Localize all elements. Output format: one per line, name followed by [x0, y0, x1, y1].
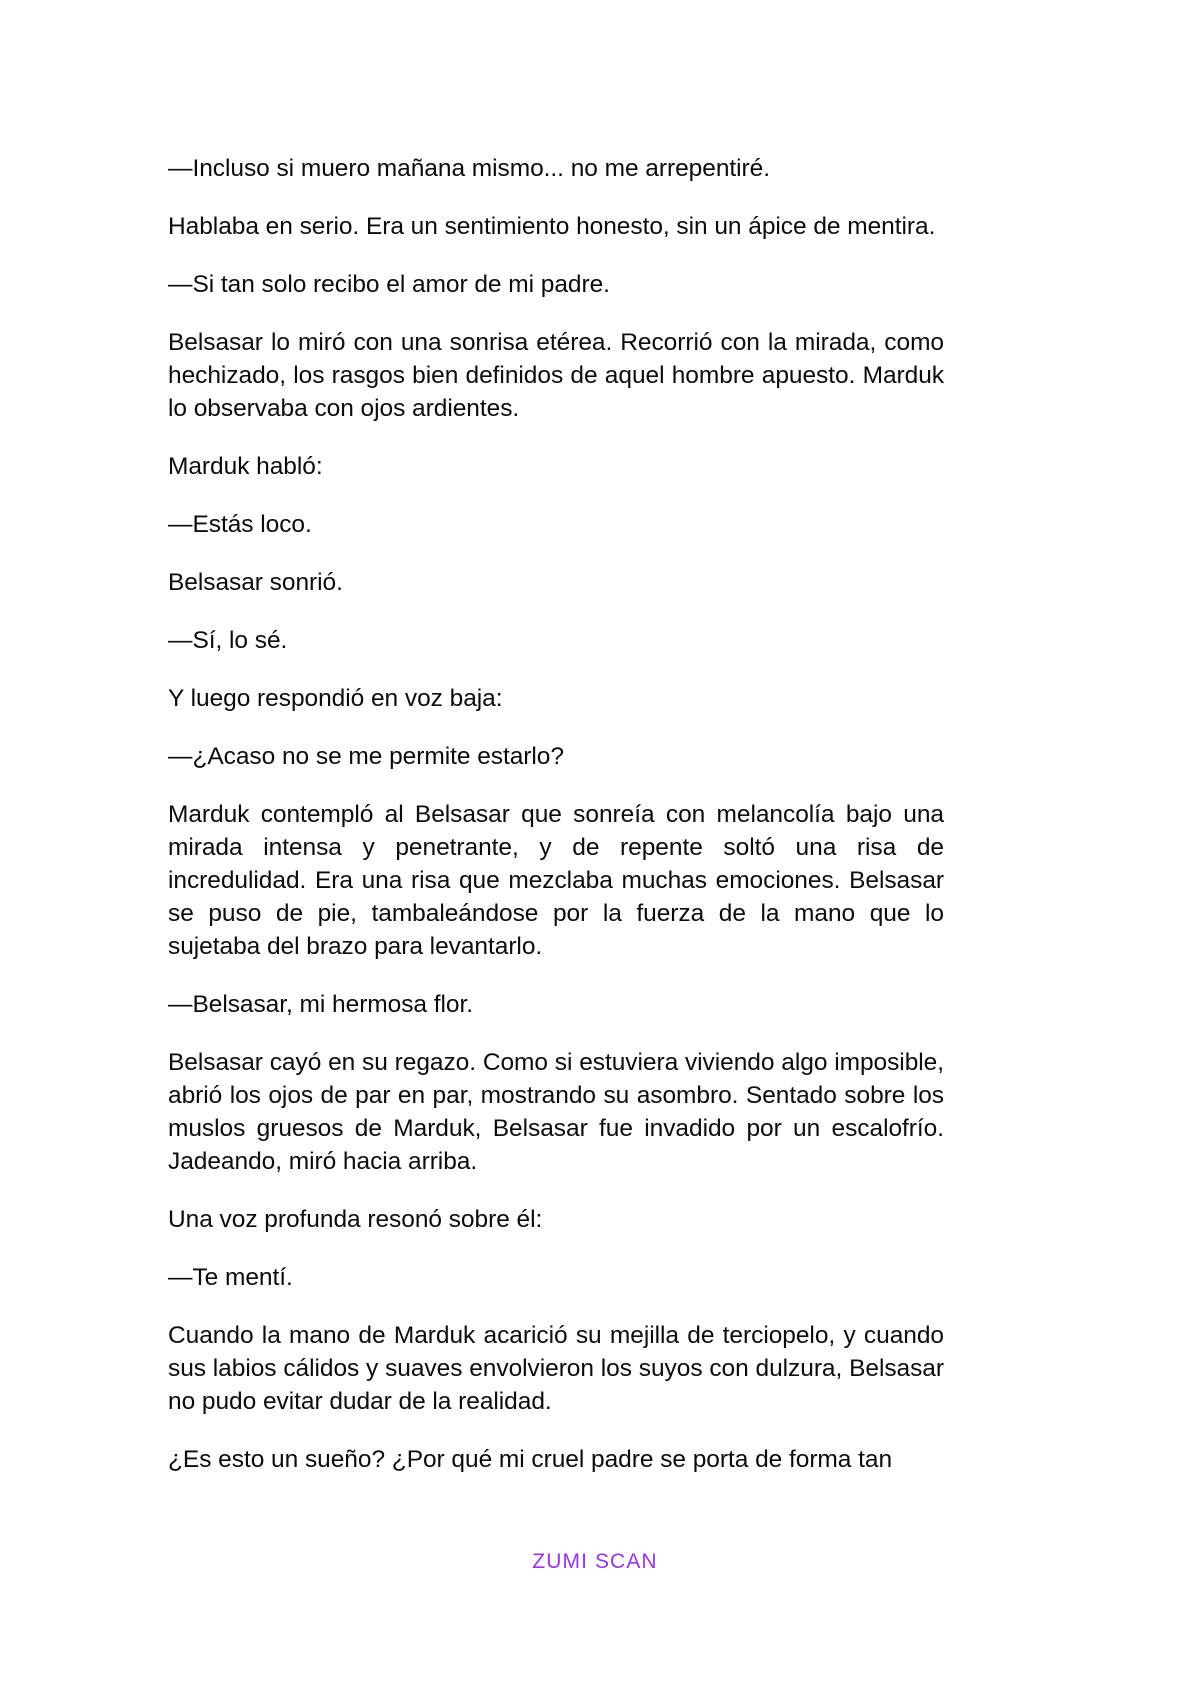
paragraph-narration: Marduk contempló al Belsasar que sonreía con melancolía bajo una mirada intensa y penetrante, y de repente soltó una risa de incredulidad. Era una risa que mezclaba muchas emociones. Belsasar se puso de pie, tambaleándose por la fuerza de la mano que lo sujetaba del brazo para levantarlo. — [168, 801, 944, 960]
paragraph-dialogue: —Belsasar, mi hermosa flor. — [168, 991, 474, 1018]
paragraph-dialogue: —Te mentí. — [168, 1264, 293, 1291]
body-text-column — [168, 152, 944, 1476]
paragraph-narration: Y luego respondió en voz baja: — [168, 685, 503, 712]
page-footer — [0, 1550, 1190, 1574]
paragraph-narration: Una voz profunda resonó sobre él: — [168, 1206, 543, 1233]
paragraph-dialogue: —¿Acaso no se me permite estarlo? — [168, 743, 564, 770]
scan-watermark: ZUMI SCAN — [532, 1550, 658, 1573]
paragraph-narration-truncated: ¿Es esto un sueño? ¿Por qué mi cruel padre se porta de forma tan — [168, 1446, 893, 1473]
paragraph-narration: Marduk habló: — [168, 453, 323, 480]
paragraph-narration: Belsasar cayó en su regazo. Como si estuviera viviendo algo imposible, abrió los ojos de par en par, mostrando su asombro. Sentado sobre los muslos gruesos de Marduk, Belsasar fue invadido por un escalofrío. Jadeando, miró hacia arriba. — [168, 1049, 944, 1175]
paragraph-dialogue: —Estás loco. — [168, 511, 312, 538]
paragraph-narration: Hablaba en serio. Era un sentimiento honesto, sin un ápice de mentira. — [168, 213, 936, 240]
paragraph-dialogue: —Sí, lo sé. — [168, 627, 288, 654]
paragraph-dialogue: —Si tan solo recibo el amor de mi padre. — [168, 271, 610, 298]
paragraph-narration: Belsasar lo miró con una sonrisa etérea. Recorrió con la mirada, como hechizado, los rasgos bien definidos de aquel hombre apuesto. Marduk lo observaba con ojos ardientes. — [168, 329, 944, 422]
paragraph-dialogue: —Incluso si muero mañana mismo... no me arrepentiré. — [168, 155, 770, 182]
paragraph-narration: Cuando la mano de Marduk acarició su mejilla de terciopelo, y cuando sus labios cálidos y suaves envolvieron los suyos con dulzura, Belsasar no pudo evitar dudar de la realidad. — [168, 1322, 944, 1415]
paragraph-narration: Belsasar sonrió. — [168, 569, 343, 596]
